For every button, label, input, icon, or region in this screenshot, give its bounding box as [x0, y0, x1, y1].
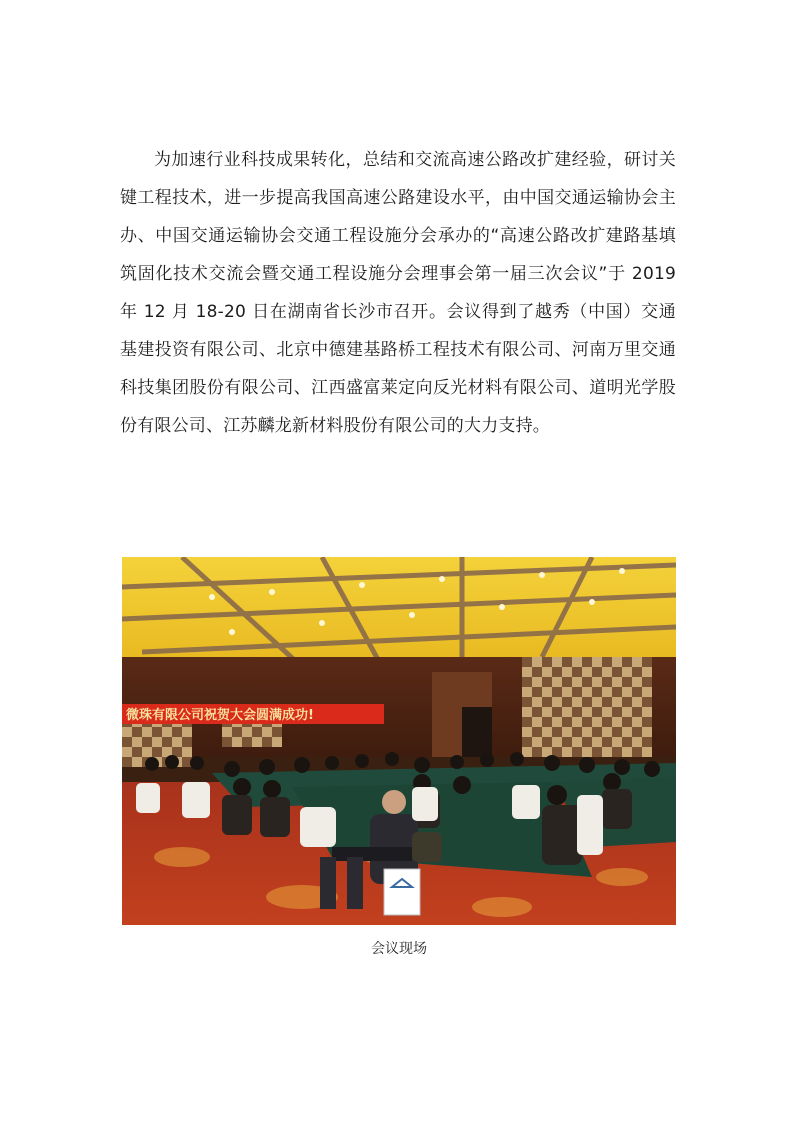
photo-caption: 会议现场: [371, 941, 427, 957]
conference-photo: [122, 557, 676, 925]
photo-banner-text: 微珠有限公司祝贺大会圆满成功!: [126, 708, 314, 723]
article-paragraph: 为加速行业科技成果转化，总结和交流高速公路改扩建经验，研讨关键工程技术，进一步提高我国高速公路建设水平，由中国交通运输协会主办、中国交通运输协会交通工程设施分会承办的“高速公路改扩建路基填筑固化技术交流会暨交通工程设施分会理事会第一届三次会议”于 2019 年 12 月 18-20 日在湖南省长沙市召开。会议得到了越秀（中国）交通基建投资有限公司、北京中德建基路桥工程技术有限公司、河南万里交通科技集团股份有限公司、江西盛富莱定向反光材料有限公司、道明光学股份有限公司、江苏麟龙新材料股份有限公司的大力支持。: [120, 150, 676, 436]
